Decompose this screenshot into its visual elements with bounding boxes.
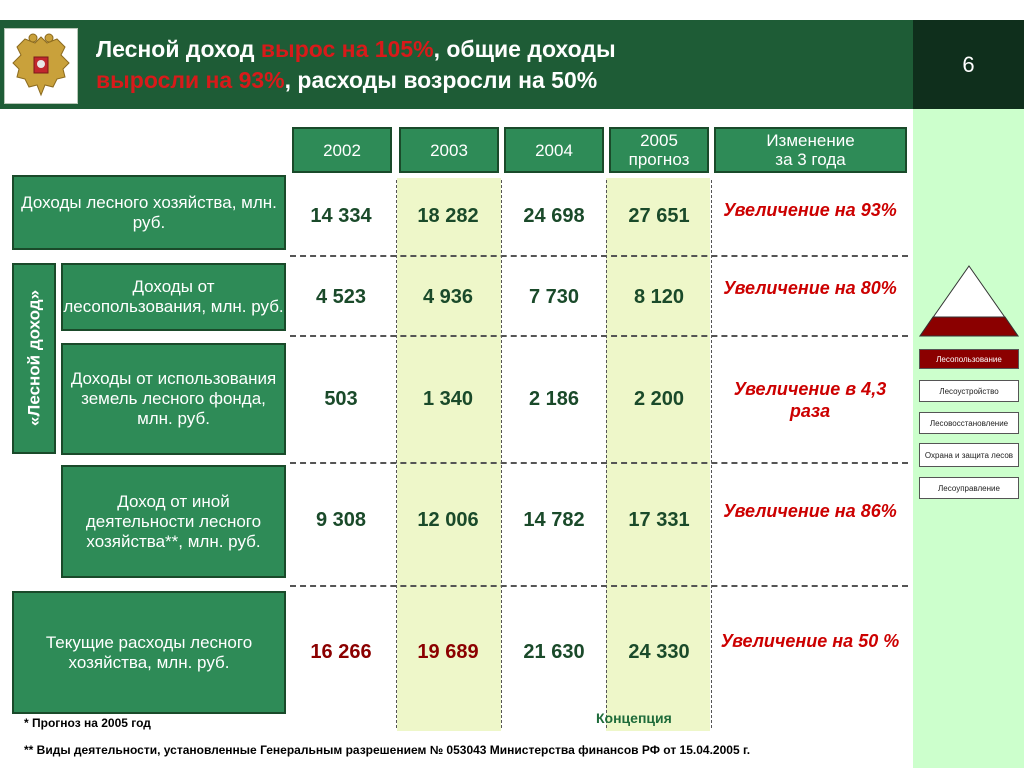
cell-value: 12 006	[417, 509, 479, 531]
side-menu-forest-administration[interactable]: Лесоуправление	[919, 477, 1019, 499]
cell-value: 2 200	[633, 388, 685, 410]
column-header-2005: 2005 прогноз	[609, 127, 709, 173]
row-label-expenses: Текущие расходы лесного хозяйства, млн. руб.	[12, 591, 286, 714]
footnote-forecast: * Прогноз на 2005 год	[24, 716, 151, 730]
cell-value: 1 340	[422, 388, 474, 410]
change-value: Увеличение на 86%	[723, 501, 897, 521]
forest-income-group-label: «Лесной доход»	[24, 289, 44, 427]
side-menu-forest-protection[interactable]: Охрана и защита лесов	[919, 443, 1019, 467]
cell-value: 14 782	[523, 509, 585, 531]
row-label-other-activity: Доход от иной деятельности лесного хозяйства**, млн. руб.	[61, 465, 286, 578]
cell-value: 21 630	[523, 641, 585, 663]
column-header-2003: 2003	[399, 127, 499, 173]
row-label-forest-use: Доходы от лесопользования, млн. руб.	[61, 263, 286, 331]
concept-label: Концепция	[596, 710, 672, 726]
cell-value: 4 936	[422, 286, 474, 308]
cell-value: 503	[324, 388, 358, 410]
side-menu-reforestation[interactable]: Лесовосстановление	[919, 412, 1019, 434]
column-header-change: Изменение за 3 года	[714, 127, 907, 173]
slide-title	[96, 34, 896, 96]
cell-value: 24 698	[523, 205, 585, 227]
cell-value: 14 334	[310, 205, 372, 227]
slide-number: 6	[962, 52, 975, 77]
row-divider	[290, 335, 908, 337]
title-part2: , общие доходы	[433, 36, 616, 62]
cell-value: 16 266	[310, 641, 372, 663]
cell-value: 8 120	[633, 286, 685, 308]
row-divider	[290, 255, 908, 257]
cell-value: 19 689	[417, 641, 479, 663]
change-value: Увеличение на 50 %	[720, 631, 900, 651]
side-menu-forest-management-planning[interactable]: Лесоустройство	[919, 380, 1019, 402]
row-label-land-use: Доходы от использования земель лесного фонда, млн. руб.	[61, 343, 286, 455]
cell-value: 4 523	[315, 286, 367, 308]
row-divider	[290, 585, 908, 587]
cell-value: 17 331	[628, 509, 690, 531]
cell-value: 9 308	[315, 509, 367, 531]
change-value: Увеличение на 93%	[723, 200, 897, 220]
title-part3-highlight: выросли на 93%	[96, 67, 285, 93]
title-part1-highlight: вырос на 105%	[260, 36, 434, 62]
cell-value: 24 330	[628, 641, 690, 663]
title-part3: , расходы возросли на 50%	[284, 67, 598, 93]
footnote-activities: ** Виды деятельности, установленные Генеральным разрешением № 053043 Министерства финансов РФ от 15.04.2005 г.	[24, 743, 751, 757]
change-value: Увеличение в 4,3 раза	[733, 379, 887, 421]
coat-of-arms-icon	[4, 28, 78, 104]
row-divider	[290, 462, 908, 464]
column-header-2002: 2002	[292, 127, 392, 173]
column-header-2004: 2004	[504, 127, 604, 173]
cell-value: 18 282	[417, 205, 479, 227]
side-panel	[913, 109, 1024, 768]
side-menu-forest-use[interactable]: Лесопользование	[919, 349, 1019, 369]
cell-value: 2 186	[528, 388, 580, 410]
title-part1: Лесной доход	[96, 36, 261, 62]
change-value: Увеличение на 80%	[723, 278, 897, 298]
pyramid-icon	[918, 264, 1020, 338]
cell-value: 27 651	[628, 205, 690, 227]
row-label-forest-income: Доходы лесного хозяйства, млн. руб.	[12, 175, 286, 250]
cell-value: 7 730	[528, 286, 580, 308]
